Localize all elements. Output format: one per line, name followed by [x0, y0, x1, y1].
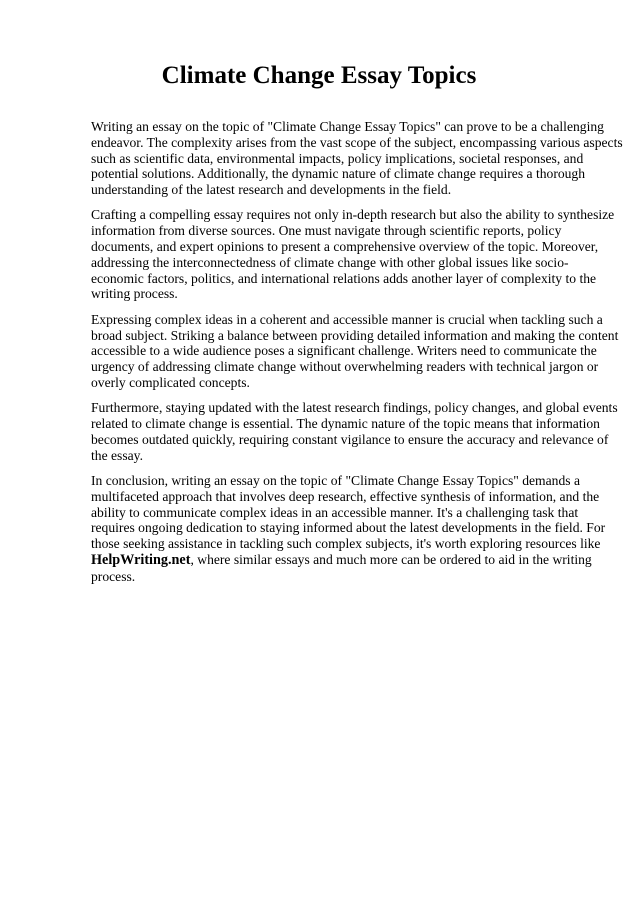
- text-line: those seeking assistance in tackling such complex subjects, it's worth exploring resources like: [91, 536, 601, 552]
- text-line: Expressing complex ideas in a coherent and accessible manner is crucial when tackling such a: [91, 311, 603, 327]
- text-line: becomes outdated quickly, requiring constant vigilance to ensure the accuracy and relevance of: [91, 431, 609, 447]
- text-line: urgency of addressing climate change without overwhelming readers with technical jargon or: [91, 359, 599, 375]
- text-line: process.: [91, 568, 136, 584]
- text-line: such as scientific data, environmental impacts, policy implications, societal responses, and: [91, 150, 584, 166]
- text-line: overly complicated concepts.: [91, 374, 250, 390]
- text-line: understanding of the latest research and developments in the field.: [91, 182, 452, 198]
- text-line: In conclusion, writing an essay on the topic of "Climate Change Essay Topics" demands a: [91, 472, 580, 488]
- text-line: Furthermore, staying updated with the latest research findings, policy changes, and global events: [91, 400, 618, 416]
- paragraph-1: [91, 119, 623, 198]
- text-line: Crafting a compelling essay requires not only in-depth research but also the ability to synthesize: [91, 207, 615, 223]
- text-line: writing process.: [91, 286, 178, 302]
- text-line: related to climate change is essential. The dynamic nature of the topic means that information: [91, 416, 600, 432]
- text-line: accessible to a wide audience poses a significant challenge. Writers need to communicate the: [91, 343, 597, 359]
- text-line: information from diverse sources. One must navigate through scientific reports, policy: [91, 223, 562, 239]
- helpwriting-link[interactable]: HelpWriting.net: [91, 551, 191, 568]
- text-line: documents, and expert opinions to present a comprehensive overview of the topic. Moreover,: [91, 239, 599, 255]
- paragraph-5: [91, 472, 606, 585]
- text-line: potential solutions. Additionally, the dynamic nature of climate change requires a thorough: [91, 166, 586, 182]
- document-title: Climate Change Essay Topics: [161, 62, 477, 89]
- text-line: addressing the interconnectedness of climate change with other global issues like socio-: [91, 254, 569, 270]
- text-line: requires ongoing dedication to staying informed about the latest developments in the field. For: [91, 520, 606, 536]
- text-line: Writing an essay on the topic of "Climate Change Essay Topics" can prove to be a challenging: [91, 119, 604, 134]
- text-line: multifaceted approach that involves deep research, effective synthesis of information, and the: [91, 488, 600, 504]
- paragraph-2: [91, 207, 615, 302]
- text-line: broad subject. Striking a balance between providing detailed information and making the content: [91, 327, 619, 343]
- text-line: , where similar essays and much more can be ordered to aid in the writing: [190, 551, 592, 567]
- text-line: endeavor. The complexity arises from the vast scope of the subject, encompassing various aspects: [91, 134, 623, 150]
- document-body: [91, 119, 623, 594]
- text-line: economic factors, politics, and international relations adds another layer of complexity to the: [91, 270, 597, 286]
- text-line: the essay.: [91, 447, 143, 463]
- text-line: ability to communicate complex ideas in an accessible manner. It's a challenging task that: [91, 504, 579, 520]
- paragraph-4: [91, 400, 618, 463]
- paragraph-3: [91, 311, 619, 391]
